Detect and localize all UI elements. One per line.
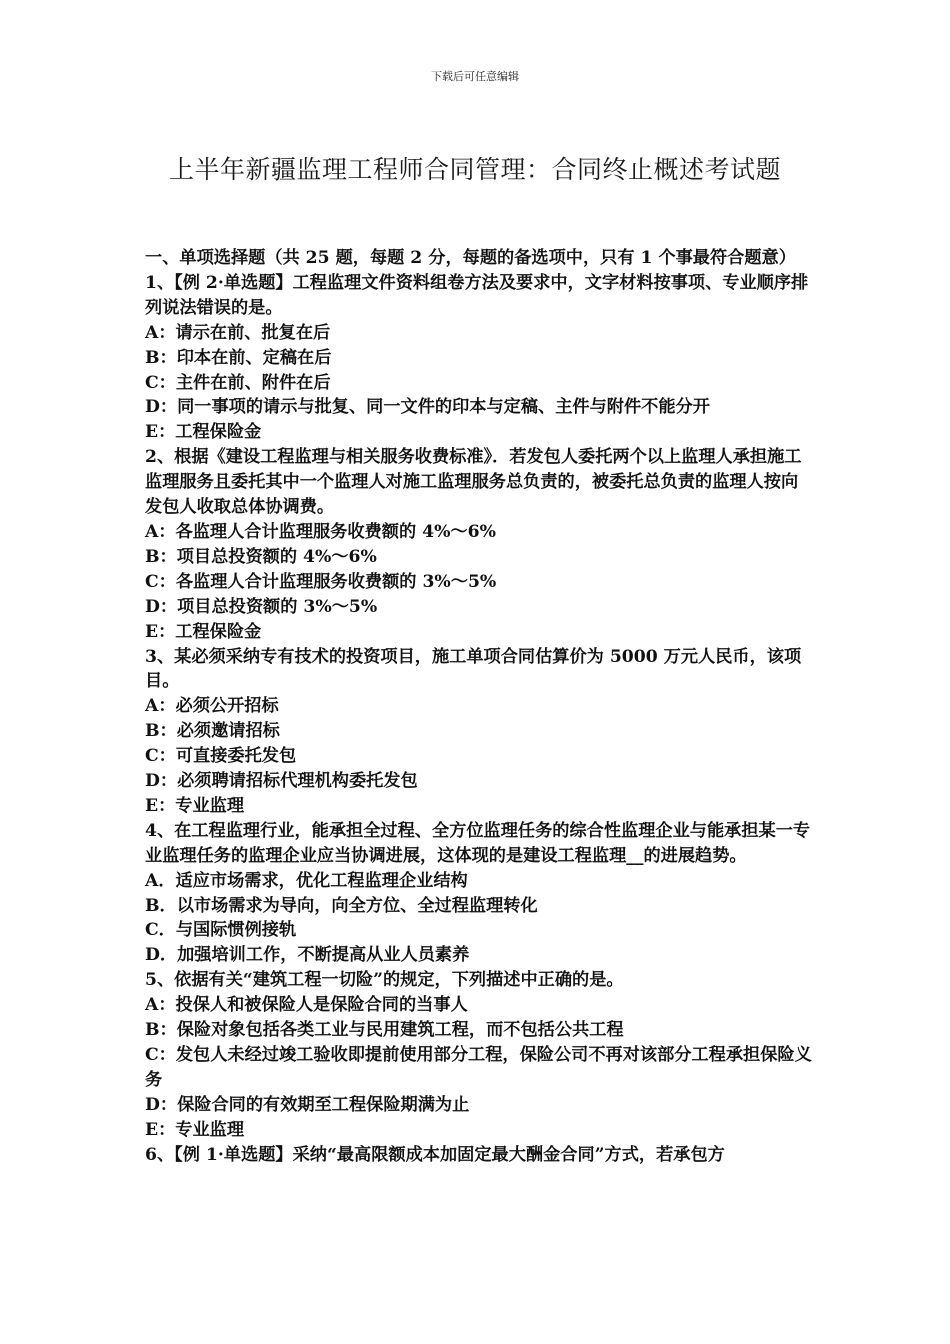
question-list <box>145 246 815 1168</box>
option-b: B：项目总投资额的 4%～6% <box>145 546 377 567</box>
option-b: B：必须邀请招标 <box>145 721 280 742</box>
option-a: A：各监理人合计监理服务收费额的 4%～6% <box>145 521 496 542</box>
option-c: C：可直接委托发包 <box>145 746 297 767</box>
option-e: E：专业监理 <box>145 1119 245 1140</box>
option-a: A：投保人和被保险人是保险合同的当事人 <box>145 995 468 1016</box>
document-title: 上半年新疆监理工程师合同管理：合同终止概述考试题 <box>168 155 781 184</box>
option-a: A：请示在前、批复在后 <box>145 322 331 343</box>
option-c: C：主件在前、附件在后 <box>145 372 331 393</box>
question-stem: 3、某必须采纳专有技术的投资项目，施工单项合同估算价为 5000 万元人民币，该项目。 <box>145 646 802 692</box>
header-note: 下载后可任意编辑 <box>431 70 519 83</box>
question-stem: 4、在工程监理行业，能承担全过程、全方位监理任务的综合性监理企业与能承担某一专业监理任务的监理企业应当协调进展，这体现的是建设工程监理__的进展趋势。 <box>145 820 811 866</box>
option-d: D：保险合同的有效期至工程保险期满为止 <box>145 1094 470 1115</box>
question-stem: 5、依据有关“建筑工程一切险”的规定，下列描述中正确的是。 <box>145 970 624 991</box>
option-c: C：各监理人合计监理服务收费额的 3%～5% <box>145 571 497 592</box>
option-d: D．加强培训工作，不断提高从业人员素养 <box>145 945 470 966</box>
option-c: C．与国际惯例接轨 <box>145 920 297 941</box>
option-b: B．以市场需求为导向，向全方位、全过程监理转化 <box>145 895 538 916</box>
option-b: B：保险对象包括各类工业与民用建筑工程，而不包括公共工程 <box>145 1020 624 1041</box>
option-c: C：发包人未经过竣工验收即提前使用部分工程，保险公司不再对该部分工程承担保险义务 <box>145 1045 812 1090</box>
section-heading: 一、单项选择题（共 25 题，每题 2 分，每题的备选项中，只有 1 个事最符合题意） <box>145 248 796 268</box>
question-stem: 1、【例 2·单选题】工程监理文件资料组卷方法及要求中，文字材料按事项、专业顺序排列说法错误的是。 <box>145 272 809 318</box>
option-b: B：印本在前、定稿在后 <box>145 347 332 368</box>
question-stem: 2、根据《建设工程监理与相关服务收费标准》．若发包人委托两个以上监理人承担施工监理服务且委托其中一个监理人对施工监理服务总负责的，被委托总负责的监理人按向发包人收取总体协调费。 <box>145 447 802 518</box>
option-a: A：必须公开招标 <box>145 696 279 717</box>
option-e: E：专业监理 <box>145 795 245 816</box>
option-e: E：工程保险金 <box>145 422 262 443</box>
option-d: D：必须聘请招标代理机构委托发包 <box>145 771 418 792</box>
option-d: D：项目总投资额的 3%～5% <box>145 596 378 617</box>
option-a: A．适应市场需求，优化工程监理企业结构 <box>145 870 468 891</box>
question-stem: 6、【例 1·单选题】采纳“最高限额成本加固定最大酬金合同”方式，若承包方 <box>145 1144 725 1165</box>
option-d: D：同一事项的请示与批复、同一文件的印本与定稿、主件与附件不能分开 <box>145 397 710 418</box>
option-e: E：工程保险金 <box>145 621 262 642</box>
